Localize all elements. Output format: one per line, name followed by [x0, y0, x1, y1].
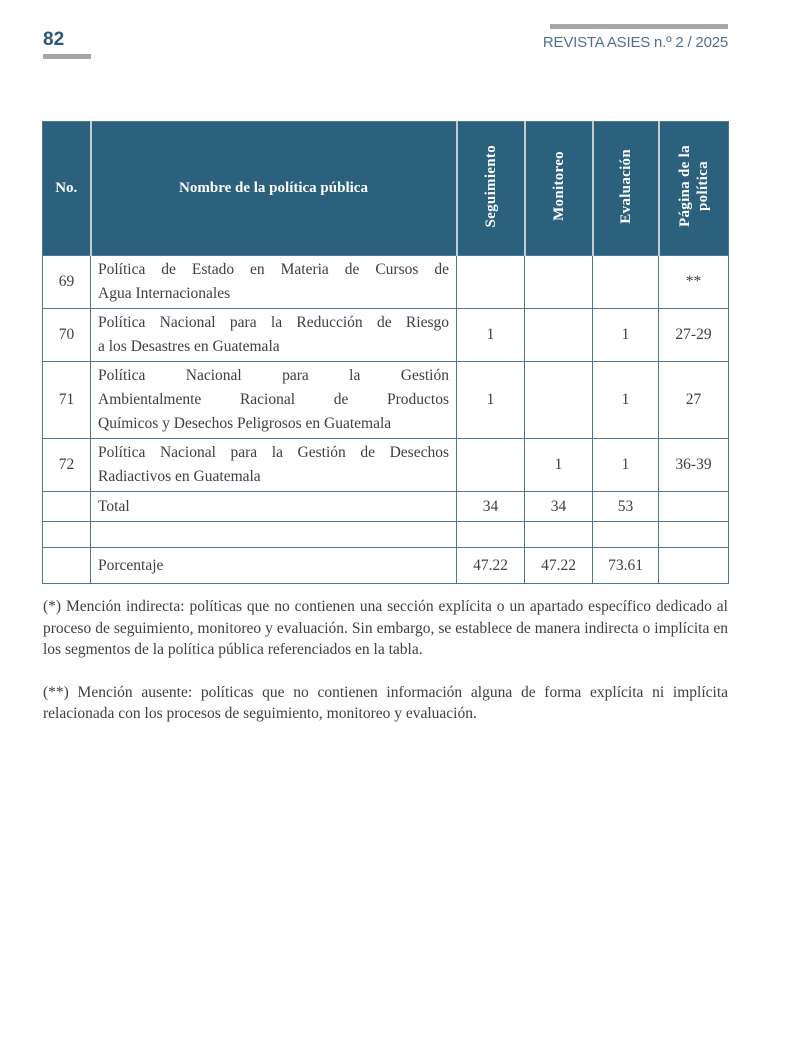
- page-number: 82: [43, 29, 65, 50]
- running-head-rule: [550, 24, 728, 29]
- table-row: [43, 548, 729, 584]
- column-header-no: [43, 122, 91, 256]
- column-header-pagina: [659, 122, 729, 256]
- column-header-label: Página de la política: [676, 145, 711, 227]
- cell-seguimiento: 1: [457, 362, 525, 439]
- cell-name: [91, 362, 457, 439]
- policy-name-line: Política de Estado en Materia de Cursos de: [98, 261, 449, 278]
- cell-name: [91, 548, 457, 584]
- cell-seguimiento: [457, 256, 525, 309]
- table-row: [43, 439, 729, 492]
- policy-name-line: Agua Internacionales: [98, 285, 231, 302]
- cell-name: [91, 492, 457, 522]
- cell-name: [91, 309, 457, 362]
- cell-monitoreo: [525, 309, 593, 362]
- column-header-label: Seguimiento: [482, 144, 499, 228]
- cell-evaluacion: 53: [593, 492, 659, 522]
- footnote-indirect-mention: (*) Mención indirecta: políticas que no contienen una sección explícita o un apartado específico dedicado al proceso de seguimiento, monitoreo y evaluación. Sin embargo, se establece de manera indirecta o implícita en los segmentos de la política pública referenciados en la tabla.: [43, 598, 728, 658]
- cell-monitoreo: [525, 256, 593, 309]
- column-header-label: Evaluación: [617, 148, 634, 224]
- column-header-evaluacion: [593, 122, 659, 256]
- cell-no: 71: [43, 362, 91, 439]
- policy-name-line: Política Nacional para la Reducción de Riesgo: [98, 314, 449, 331]
- table-row: [43, 362, 729, 439]
- cell-no: 72: [43, 439, 91, 492]
- column-header-label: Monitoreo: [550, 151, 567, 221]
- cell-pagina: [659, 492, 729, 522]
- journal-title: REVISTA ASIES n.º 2 / 2025: [542, 34, 728, 51]
- cell-name: [91, 256, 457, 309]
- cell-no: [43, 492, 91, 522]
- table-row: [43, 256, 729, 309]
- policy-name-line: Política Nacional para la Gestión de Desechos: [98, 444, 449, 461]
- table-header-row: [43, 122, 729, 256]
- policy-name-line: Total: [98, 497, 130, 515]
- policy-name-line: Porcentaje: [98, 556, 164, 574]
- cell-seguimiento: 1: [457, 309, 525, 362]
- cell-evaluacion: 1: [593, 439, 659, 492]
- cell-name: [91, 439, 457, 492]
- cell-pagina: [659, 522, 729, 548]
- table-body: [43, 256, 729, 584]
- cell-pagina: 36-39: [659, 439, 729, 492]
- table-header: [43, 122, 729, 256]
- cell-seguimiento: 47.22: [457, 548, 525, 584]
- table-row: [43, 522, 729, 548]
- cell-seguimiento: [457, 522, 525, 548]
- column-header-label: Nombre de la política pública: [179, 180, 368, 197]
- cell-monitoreo: [525, 522, 593, 548]
- table-row: [43, 492, 729, 522]
- cell-pagina: 27: [659, 362, 729, 439]
- column-header-label: No.: [55, 180, 78, 197]
- footnotes: [43, 596, 728, 746]
- cell-monitoreo: 47.22: [525, 548, 593, 584]
- footnote-absent-mention: (**) Mención ausente: políticas que no contienen información alguna de forma explícita ni implícita relacionada con los procesos de seguimiento, monitoreo y evaluación.: [43, 683, 728, 722]
- cell-no: [43, 522, 91, 548]
- cell-evaluacion: [593, 522, 659, 548]
- policy-name-line: Radiactivos en Guatemala: [98, 468, 261, 485]
- cell-no: [43, 548, 91, 584]
- column-header-seguimiento: [457, 122, 525, 256]
- column-header-monitoreo: [525, 122, 593, 256]
- cell-pagina: [659, 548, 729, 584]
- cell-pagina: **: [659, 256, 729, 309]
- cell-no: 70: [43, 309, 91, 362]
- cell-monitoreo: [525, 362, 593, 439]
- cell-monitoreo: 34: [525, 492, 593, 522]
- page-number-rule: [43, 54, 91, 59]
- policy-name-line: Política Nacional para la Gestión: [98, 367, 449, 384]
- column-header-nombre: [91, 122, 457, 256]
- cell-evaluacion: 1: [593, 309, 659, 362]
- cell-name: [91, 522, 457, 548]
- policy-name-line: Ambientalmente Racional de Productos: [98, 391, 449, 408]
- cell-evaluacion: [593, 256, 659, 309]
- policies-table: [42, 121, 729, 584]
- cell-evaluacion: 1: [593, 362, 659, 439]
- cell-evaluacion: 73.61: [593, 548, 659, 584]
- policy-name-line: Químicos y Desechos Peligrosos en Guatemala: [98, 415, 392, 432]
- cell-seguimiento: [457, 439, 525, 492]
- policy-name-line: a los Desastres en Guatemala: [98, 338, 280, 355]
- cell-pagina: 27-29: [659, 309, 729, 362]
- cell-monitoreo: 1: [525, 439, 593, 492]
- table-row: [43, 309, 729, 362]
- cell-no: 69: [43, 256, 91, 309]
- cell-seguimiento: 34: [457, 492, 525, 522]
